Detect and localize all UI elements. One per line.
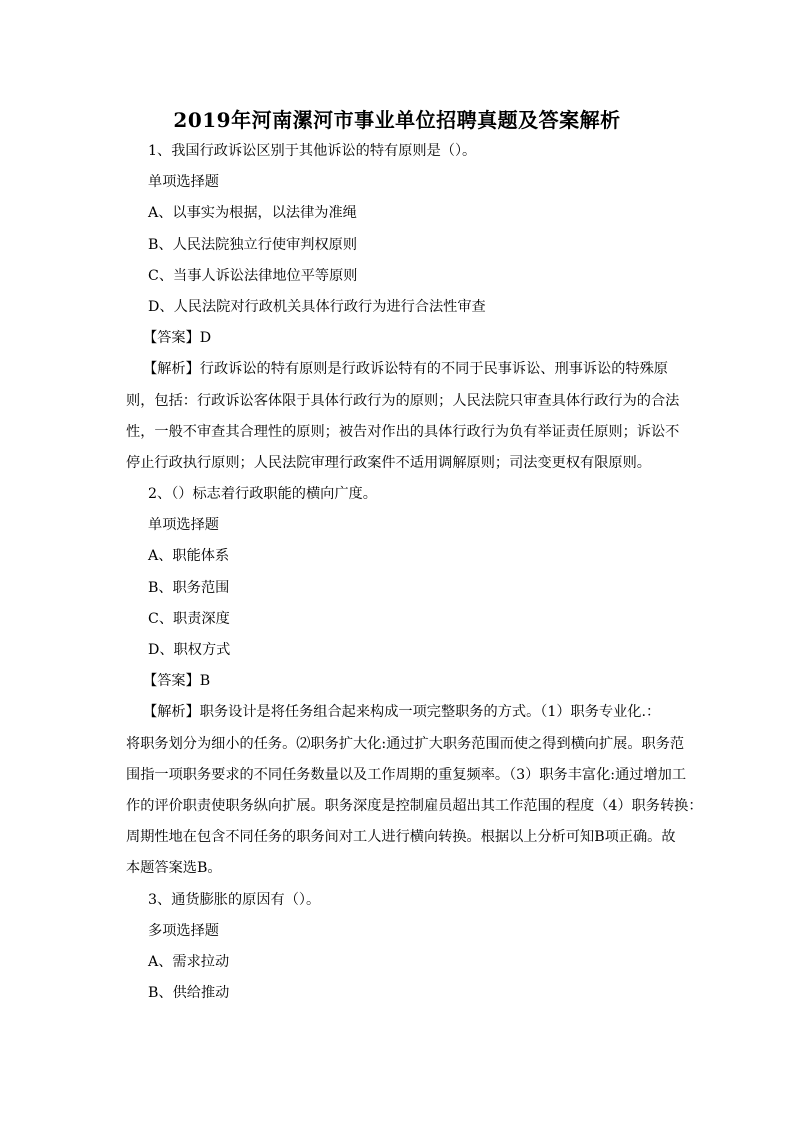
analysis-line: 作的评价职责使职务纵向扩展。职务深度是控制雇员超出其工作范围的程度（4）职务转换： (126, 797, 703, 814)
question-type: 单项选择题 (148, 174, 219, 191)
question-stem: 1、我国行政诉讼区别于其他诉讼的特有原则是（）。 (148, 143, 477, 159)
question-stem: 3、通货膨胀的原因有（）。 (148, 891, 321, 908)
option-a: A、职能体系 (148, 548, 230, 565)
analysis-line: 周期性地在包含不同任务的职务间对工人进行横向转换。根据以上分析可知B项正确。故 (126, 829, 676, 846)
analysis-line: 【解析】职务设计是将任务组合起来构成一项完整职务的方式。（1）职务专业化.： (143, 704, 661, 721)
analysis-line: 性，一般不审查其合理性的原则；被告对作出的具体行政行为负有举证责任原则；诉讼不 (126, 423, 680, 440)
answer: 【答案】B (143, 673, 211, 690)
answer: 【答案】D (143, 330, 212, 347)
analysis-line: 【解析】行政诉讼的特有原则是行政诉讼特有的不同于民事诉讼、刑事诉讼的特殊原 (143, 361, 668, 378)
analysis-line: 围指一项职务要求的不同任务数量以及工作周期的重复频率。（3）职务丰富化:通过增加工 (126, 766, 687, 783)
analysis-line: 则，包括：行政诉讼客体限于具体行政行为的原则；人民法院只审查具体行政行为的合法 (126, 392, 680, 409)
analysis-line: 将职务划分为细小的任务。⑵职务扩大化:通过扩大职务范围而使之得到横向扩展。职务范 (126, 735, 685, 752)
option-b: B、职务范围 (148, 579, 230, 596)
option-a: A、以事实为根据，以法律为准绳 (148, 205, 357, 222)
question-type: 多项选择题 (148, 922, 219, 939)
option-c: C、当事人诉讼法律地位平等原则 (148, 267, 358, 284)
option-a: A、需求拉动 (148, 953, 230, 970)
option-b: B、人民法院独立行使审判权原则 (148, 236, 358, 253)
option-c: C、职责深度 (148, 610, 230, 627)
page-title: 2019年河南漯河市事业单位招聘真题及答案解析 (173, 108, 621, 132)
option-d: D、职权方式 (148, 642, 231, 658)
option-b: B、供给推动 (148, 985, 230, 1002)
option-d: D、人民法院对行政机关具体行政行为进行合法性审查 (148, 298, 486, 315)
analysis-line: 停止行政执行原则；人民法院审理行政案件不适用调解原则；司法变更权有限原则。 (126, 454, 651, 471)
question-type: 单项选择题 (148, 517, 219, 534)
document-body (126, 136, 703, 1009)
analysis-line: 本题答案选B。 (126, 860, 222, 877)
question-stem: 2、（）标志着行政职能的横向广度。 (148, 486, 377, 503)
